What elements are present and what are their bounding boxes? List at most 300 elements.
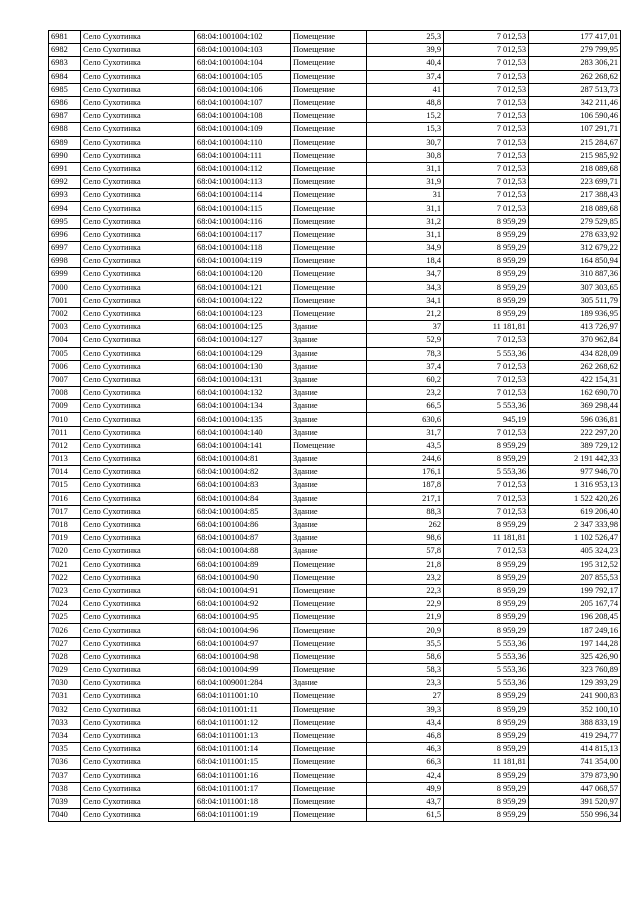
table-row <box>49 729 621 742</box>
table-row <box>49 795 621 808</box>
area-cell: 58,6 <box>367 650 444 663</box>
object-type-cell: Здание <box>291 545 367 558</box>
cadastral-value-cell: 422 154,31 <box>529 373 621 386</box>
area-cell: 52,9 <box>367 334 444 347</box>
specific-value-cell: 7 012,53 <box>444 110 529 123</box>
area-cell: 25,3 <box>367 31 444 44</box>
cadastral-value-cell: 352 100,10 <box>529 703 621 716</box>
settlement-cell: Село Сухотинка <box>81 439 195 452</box>
object-type-cell: Помещение <box>291 439 367 452</box>
table-row <box>49 400 621 413</box>
area-cell: 46,3 <box>367 743 444 756</box>
cadastral-number-cell: 68:04:1001004:107 <box>195 96 291 109</box>
object-type-cell: Помещение <box>291 571 367 584</box>
cadastral-number-cell: 68:04:1001004:96 <box>195 624 291 637</box>
specific-value-cell: 7 012,53 <box>444 545 529 558</box>
area-cell: 31,1 <box>367 228 444 241</box>
table-row <box>49 426 621 439</box>
object-type-cell: Помещение <box>291 690 367 703</box>
settlement-cell: Село Сухотинка <box>81 255 195 268</box>
cadastral-number-cell: 68:04:1001004:110 <box>195 136 291 149</box>
object-type-cell: Здание <box>291 334 367 347</box>
cadastral-number-cell: 68:04:1011001:11 <box>195 703 291 716</box>
cadastral-number-cell: 68:04:1001004:127 <box>195 334 291 347</box>
cadastral-number-cell: 68:04:1001004:102 <box>195 31 291 44</box>
specific-value-cell: 7 012,53 <box>444 334 529 347</box>
row-number-cell: 7031 <box>49 690 81 703</box>
settlement-cell: Село Сухотинка <box>81 228 195 241</box>
object-type-cell: Здание <box>291 492 367 505</box>
row-number-cell: 6997 <box>49 242 81 255</box>
object-type-cell: Помещение <box>291 703 367 716</box>
specific-value-cell: 8 959,29 <box>444 690 529 703</box>
specific-value-cell: 7 012,53 <box>444 479 529 492</box>
specific-value-cell: 8 959,29 <box>444 782 529 795</box>
area-cell: 21,8 <box>367 558 444 571</box>
row-number-cell: 7004 <box>49 334 81 347</box>
object-type-cell: Помещение <box>291 664 367 677</box>
settlement-cell: Село Сухотинка <box>81 149 195 162</box>
settlement-cell: Село Сухотинка <box>81 268 195 281</box>
row-number-cell: 7020 <box>49 545 81 558</box>
object-type-cell: Помещение <box>291 769 367 782</box>
cadastral-value-cell: 305 511,79 <box>529 294 621 307</box>
area-cell: 31,9 <box>367 176 444 189</box>
table-row <box>49 202 621 215</box>
table-row <box>49 611 621 624</box>
object-type-cell: Здание <box>291 677 367 690</box>
settlement-cell: Село Сухотинка <box>81 400 195 413</box>
cadastral-value-cell: 187 249,16 <box>529 624 621 637</box>
settlement-cell: Село Сухотинка <box>81 532 195 545</box>
cadastral-number-cell: 68:04:1001004:130 <box>195 360 291 373</box>
cadastral-value-cell: 283 306,21 <box>529 57 621 70</box>
specific-value-cell: 8 959,29 <box>444 518 529 531</box>
row-number-cell: 7003 <box>49 321 81 334</box>
row-number-cell: 7025 <box>49 611 81 624</box>
row-number-cell: 7035 <box>49 743 81 756</box>
settlement-cell: Село Сухотинка <box>81 571 195 584</box>
object-type-cell: Помещение <box>291 176 367 189</box>
object-type-cell: Помещение <box>291 729 367 742</box>
object-type-cell: Помещение <box>291 255 367 268</box>
specific-value-cell: 8 959,29 <box>444 255 529 268</box>
row-number-cell: 7029 <box>49 664 81 677</box>
row-number-cell: 7039 <box>49 795 81 808</box>
table-row <box>49 769 621 782</box>
cadastral-value-cell: 405 324,23 <box>529 545 621 558</box>
table-row <box>49 545 621 558</box>
specific-value-cell: 8 959,29 <box>444 716 529 729</box>
table-row <box>49 70 621 83</box>
specific-value-cell: 7 012,53 <box>444 44 529 57</box>
cadastral-value-cell: 177 417,01 <box>529 31 621 44</box>
settlement-cell: Село Сухотинка <box>81 479 195 492</box>
row-number-cell: 7013 <box>49 453 81 466</box>
table-row <box>49 176 621 189</box>
table-row <box>49 677 621 690</box>
cadastral-number-cell: 68:04:1001004:103 <box>195 44 291 57</box>
area-cell: 31,2 <box>367 215 444 228</box>
cadastral-number-cell: 68:04:1001004:118 <box>195 242 291 255</box>
row-number-cell: 7040 <box>49 809 81 822</box>
row-number-cell: 6994 <box>49 202 81 215</box>
row-number-cell: 6996 <box>49 228 81 241</box>
table-row <box>49 664 621 677</box>
specific-value-cell: 7 012,53 <box>444 96 529 109</box>
cadastral-number-cell: 68:04:1001004:95 <box>195 611 291 624</box>
area-cell: 31,7 <box>367 426 444 439</box>
cadastral-number-cell: 68:04:1001004:123 <box>195 307 291 320</box>
settlement-cell: Село Сухотинка <box>81 57 195 70</box>
object-type-cell: Помещение <box>291 795 367 808</box>
area-cell: 57,8 <box>367 545 444 558</box>
table-row <box>49 136 621 149</box>
object-type-cell: Помещение <box>291 70 367 83</box>
specific-value-cell: 7 012,53 <box>444 360 529 373</box>
row-number-cell: 7038 <box>49 782 81 795</box>
area-cell: 34,1 <box>367 294 444 307</box>
table-row <box>49 624 621 637</box>
settlement-cell: Село Сухотинка <box>81 637 195 650</box>
object-type-cell: Помещение <box>291 202 367 215</box>
settlement-cell: Село Сухотинка <box>81 624 195 637</box>
table-row <box>49 321 621 334</box>
settlement-cell: Село Сухотинка <box>81 729 195 742</box>
area-cell: 48,8 <box>367 96 444 109</box>
settlement-cell: Село Сухотинка <box>81 558 195 571</box>
cadastral-value-cell: 262 268,62 <box>529 70 621 83</box>
cadastral-value-cell: 215 284,67 <box>529 136 621 149</box>
specific-value-cell: 8 959,29 <box>444 795 529 808</box>
cadastral-number-cell: 68:04:1001004:83 <box>195 479 291 492</box>
cadastral-number-cell: 68:04:1001004:97 <box>195 637 291 650</box>
area-cell: 31,1 <box>367 162 444 175</box>
specific-value-cell: 7 012,53 <box>444 70 529 83</box>
table-row <box>49 228 621 241</box>
cadastral-value-cell: 391 520,97 <box>529 795 621 808</box>
specific-value-cell: 8 959,29 <box>444 598 529 611</box>
table-row <box>49 268 621 281</box>
settlement-cell: Село Сухотинка <box>81 795 195 808</box>
cadastral-number-cell: 68:04:1001004:91 <box>195 584 291 597</box>
settlement-cell: Село Сухотинка <box>81 294 195 307</box>
area-cell: 23,2 <box>367 387 444 400</box>
row-number-cell: 6986 <box>49 96 81 109</box>
specific-value-cell: 7 012,53 <box>444 505 529 518</box>
object-type-cell: Помещение <box>291 611 367 624</box>
area-cell: 66,3 <box>367 756 444 769</box>
specific-value-cell: 7 012,53 <box>444 176 529 189</box>
row-number-cell: 6995 <box>49 215 81 228</box>
row-number-cell: 7000 <box>49 281 81 294</box>
cadastral-value-cell: 419 294,77 <box>529 729 621 742</box>
settlement-cell: Село Сухотинка <box>81 650 195 663</box>
object-type-cell: Здание <box>291 387 367 400</box>
cadastral-number-cell: 68:04:1001004:120 <box>195 268 291 281</box>
cadastral-value-cell: 199 792,17 <box>529 584 621 597</box>
specific-value-cell: 8 959,29 <box>444 558 529 571</box>
settlement-cell: Село Сухотинка <box>81 360 195 373</box>
cadastral-value-cell: 162 690,70 <box>529 387 621 400</box>
row-number-cell: 7023 <box>49 584 81 597</box>
area-cell: 39,9 <box>367 44 444 57</box>
table-row <box>49 281 621 294</box>
object-type-cell: Помещение <box>291 294 367 307</box>
area-cell: 187,8 <box>367 479 444 492</box>
table-row <box>49 716 621 729</box>
cadastral-number-cell: 68:04:1011001:17 <box>195 782 291 795</box>
table-row <box>49 466 621 479</box>
cadastral-number-cell: 68:04:1001004:116 <box>195 215 291 228</box>
specific-value-cell: 11 181,81 <box>444 756 529 769</box>
table-row <box>49 334 621 347</box>
object-type-cell: Здание <box>291 479 367 492</box>
area-cell: 630,6 <box>367 413 444 426</box>
object-type-cell: Здание <box>291 532 367 545</box>
table-row <box>49 598 621 611</box>
specific-value-cell: 7 012,53 <box>444 373 529 386</box>
cadastral-value-cell: 189 936,95 <box>529 307 621 320</box>
object-type-cell: Помещение <box>291 149 367 162</box>
cadastral-number-cell: 68:04:1001004:104 <box>195 57 291 70</box>
object-type-cell: Помещение <box>291 782 367 795</box>
row-number-cell: 7017 <box>49 505 81 518</box>
cadastral-number-cell: 68:04:1001004:141 <box>195 439 291 452</box>
table-row <box>49 479 621 492</box>
settlement-cell: Село Сухотинка <box>81 584 195 597</box>
specific-value-cell: 7 012,53 <box>444 57 529 70</box>
row-number-cell: 6988 <box>49 123 81 136</box>
settlement-cell: Село Сухотинка <box>81 466 195 479</box>
cadastral-value-cell: 434 828,09 <box>529 347 621 360</box>
row-number-cell: 6993 <box>49 189 81 202</box>
settlement-cell: Село Сухотинка <box>81 545 195 558</box>
cadastral-number-cell: 68:04:1001004:88 <box>195 545 291 558</box>
settlement-cell: Село Сухотинка <box>81 611 195 624</box>
cadastral-value-cell: 550 996,34 <box>529 809 621 822</box>
object-type-cell: Здание <box>291 321 367 334</box>
table-row <box>49 532 621 545</box>
specific-value-cell: 8 959,29 <box>444 624 529 637</box>
specific-value-cell: 8 959,29 <box>444 281 529 294</box>
cadastral-number-cell: 68:04:1001004:113 <box>195 176 291 189</box>
specific-value-cell: 8 959,29 <box>444 743 529 756</box>
cadastral-number-cell: 68:04:1001004:117 <box>195 228 291 241</box>
object-type-cell: Помещение <box>291 83 367 96</box>
table-row <box>49 96 621 109</box>
cadastral-value-cell: 369 298,44 <box>529 400 621 413</box>
table-row <box>49 809 621 822</box>
table-row <box>49 558 621 571</box>
row-number-cell: 7019 <box>49 532 81 545</box>
cadastral-value-cell: 218 089,68 <box>529 202 621 215</box>
area-cell: 30,7 <box>367 136 444 149</box>
specific-value-cell: 8 959,29 <box>444 571 529 584</box>
cadastral-value-cell: 323 760,89 <box>529 664 621 677</box>
table-row <box>49 650 621 663</box>
cadastral-value-cell: 2 347 333,98 <box>529 518 621 531</box>
cadastral-number-cell: 68:04:1011001:13 <box>195 729 291 742</box>
table-row <box>49 307 621 320</box>
cadastral-number-cell: 68:04:1001004:105 <box>195 70 291 83</box>
table-row <box>49 703 621 716</box>
cadastral-number-cell: 68:04:1001004:114 <box>195 189 291 202</box>
area-cell: 23,2 <box>367 571 444 584</box>
specific-value-cell: 8 959,29 <box>444 439 529 452</box>
table-row <box>49 215 621 228</box>
row-number-cell: 7026 <box>49 624 81 637</box>
object-type-cell: Помещение <box>291 215 367 228</box>
object-type-cell: Помещение <box>291 756 367 769</box>
cadastral-number-cell: 68:04:1001004:132 <box>195 387 291 400</box>
cadastral-value-cell: 414 815,13 <box>529 743 621 756</box>
object-type-cell: Здание <box>291 360 367 373</box>
specific-value-cell: 5 553,36 <box>444 664 529 677</box>
cadastral-number-cell: 68:04:1001004:98 <box>195 650 291 663</box>
cadastral-value-cell: 389 729,12 <box>529 439 621 452</box>
cadastral-number-cell: 68:04:1001004:129 <box>195 347 291 360</box>
cadastral-number-cell: 68:04:1001004:92 <box>195 598 291 611</box>
specific-value-cell: 8 959,29 <box>444 809 529 822</box>
cadastral-value-cell: 447 068,57 <box>529 782 621 795</box>
area-cell: 176,1 <box>367 466 444 479</box>
cadastral-number-cell: 68:04:1001004:131 <box>195 373 291 386</box>
cadastral-value-cell: 2 191 442,33 <box>529 453 621 466</box>
area-cell: 42,4 <box>367 769 444 782</box>
specific-value-cell: 8 959,29 <box>444 453 529 466</box>
area-cell: 22,9 <box>367 598 444 611</box>
row-number-cell: 7007 <box>49 373 81 386</box>
cadastral-value-cell: 596 036,81 <box>529 413 621 426</box>
cadastral-number-cell: 68:04:1001004:86 <box>195 518 291 531</box>
settlement-cell: Село Сухотинка <box>81 70 195 83</box>
row-number-cell: 6981 <box>49 31 81 44</box>
cadastral-number-cell: 68:04:1011001:16 <box>195 769 291 782</box>
row-number-cell: 7021 <box>49 558 81 571</box>
cadastral-value-cell: 413 726,97 <box>529 321 621 334</box>
table-row <box>49 413 621 426</box>
table-row <box>49 571 621 584</box>
cadastral-number-cell: 68:04:1001004:135 <box>195 413 291 426</box>
area-cell: 21,9 <box>367 611 444 624</box>
cadastral-value-cell: 195 312,52 <box>529 558 621 571</box>
table-row <box>49 83 621 96</box>
cadastral-value-cell: 310 887,36 <box>529 268 621 281</box>
row-number-cell: 6990 <box>49 149 81 162</box>
area-cell: 49,9 <box>367 782 444 795</box>
object-type-cell: Здание <box>291 426 367 439</box>
settlement-cell: Село Сухотинка <box>81 782 195 795</box>
area-cell: 244,6 <box>367 453 444 466</box>
table-row <box>49 162 621 175</box>
cadastral-value-cell: 279 799,95 <box>529 44 621 57</box>
settlement-cell: Село Сухотинка <box>81 334 195 347</box>
row-number-cell: 7032 <box>49 703 81 716</box>
settlement-cell: Село Сухотинка <box>81 387 195 400</box>
settlement-cell: Село Сухотинка <box>81 703 195 716</box>
area-cell: 30,8 <box>367 149 444 162</box>
specific-value-cell: 5 553,36 <box>444 347 529 360</box>
cadastral-value-cell: 106 590,46 <box>529 110 621 123</box>
cadastral-value-cell: 215 985,92 <box>529 149 621 162</box>
table-row <box>49 360 621 373</box>
area-cell: 60,2 <box>367 373 444 386</box>
area-cell: 58,3 <box>367 664 444 677</box>
area-cell: 27 <box>367 690 444 703</box>
object-type-cell: Здание <box>291 347 367 360</box>
row-number-cell: 6992 <box>49 176 81 189</box>
row-number-cell: 7022 <box>49 571 81 584</box>
settlement-cell: Село Сухотинка <box>81 426 195 439</box>
cadastral-value-cell: 1 316 953,13 <box>529 479 621 492</box>
row-number-cell: 7009 <box>49 400 81 413</box>
cadastral-number-cell: 68:04:1001004:106 <box>195 83 291 96</box>
specific-value-cell: 5 553,36 <box>444 677 529 690</box>
table-row <box>49 255 621 268</box>
settlement-cell: Село Сухотинка <box>81 215 195 228</box>
settlement-cell: Село Сухотинка <box>81 677 195 690</box>
row-number-cell: 7028 <box>49 650 81 663</box>
row-number-cell: 7015 <box>49 479 81 492</box>
table-body <box>49 31 621 822</box>
area-cell: 78,3 <box>367 347 444 360</box>
row-number-cell: 7014 <box>49 466 81 479</box>
cadastral-value-cell: 307 303,65 <box>529 281 621 294</box>
object-type-cell: Помещение <box>291 281 367 294</box>
table-row <box>49 492 621 505</box>
area-cell: 34,3 <box>367 281 444 294</box>
object-type-cell: Помещение <box>291 743 367 756</box>
object-type-cell: Помещение <box>291 228 367 241</box>
cadastral-value-cell: 1 102 526,47 <box>529 532 621 545</box>
cadastral-value-cell: 278 633,92 <box>529 228 621 241</box>
object-type-cell: Помещение <box>291 558 367 571</box>
specific-value-cell: 8 959,29 <box>444 294 529 307</box>
row-number-cell: 7030 <box>49 677 81 690</box>
specific-value-cell: 7 012,53 <box>444 31 529 44</box>
area-cell: 23,3 <box>367 677 444 690</box>
table-row <box>49 453 621 466</box>
settlement-cell: Село Сухотинка <box>81 281 195 294</box>
cadastral-value-cell: 379 873,90 <box>529 769 621 782</box>
specific-value-cell: 8 959,29 <box>444 584 529 597</box>
settlement-cell: Село Сухотинка <box>81 31 195 44</box>
cadastral-number-cell: 68:04:1001004:125 <box>195 321 291 334</box>
area-cell: 61,5 <box>367 809 444 822</box>
row-number-cell: 6985 <box>49 83 81 96</box>
object-type-cell: Здание <box>291 453 367 466</box>
document-page <box>48 30 620 822</box>
area-cell: 37,4 <box>367 360 444 373</box>
object-type-cell: Помещение <box>291 307 367 320</box>
specific-value-cell: 8 959,29 <box>444 268 529 281</box>
cadastral-value-cell: 197 144,28 <box>529 637 621 650</box>
specific-value-cell: 8 959,29 <box>444 228 529 241</box>
settlement-cell: Село Сухотинка <box>81 176 195 189</box>
cadastral-value-cell: 222 297,20 <box>529 426 621 439</box>
object-type-cell: Здание <box>291 400 367 413</box>
object-type-cell: Помещение <box>291 650 367 663</box>
area-cell: 217,1 <box>367 492 444 505</box>
object-type-cell: Помещение <box>291 31 367 44</box>
specific-value-cell: 8 959,29 <box>444 769 529 782</box>
settlement-cell: Село Сухотинка <box>81 769 195 782</box>
table-row <box>49 189 621 202</box>
row-number-cell: 7018 <box>49 518 81 531</box>
cadastral-number-cell: 68:04:1001004:90 <box>195 571 291 584</box>
specific-value-cell: 7 012,53 <box>444 189 529 202</box>
